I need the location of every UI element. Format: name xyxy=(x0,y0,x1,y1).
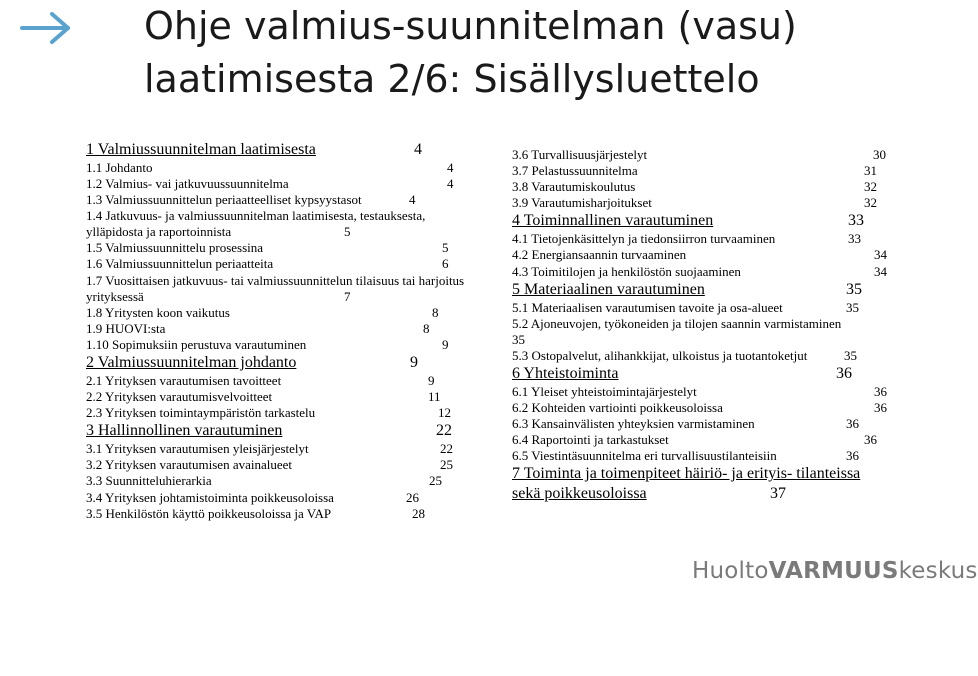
toc-entry-page: 32 xyxy=(864,179,877,195)
toc-entry-text: 3 Hallinnollinen varautuminen xyxy=(86,422,283,440)
toc-entry-text: 5.2 Ajoneuvojen, työkoneiden ja tilojen saannin varmistaminen xyxy=(512,315,842,331)
toc-entry-text: 5 Materiaalinen varautuminen xyxy=(512,280,705,298)
toc-entry-text: 1.4 Jatkuvuus- ja valmiussuunnitelman laatimisesta, testauksesta, ylläpidosta ja raportoinnista xyxy=(86,208,426,240)
toc-entry-page: 32 xyxy=(864,195,877,211)
toc-entry-page: 26 xyxy=(406,489,419,505)
toc-entry[interactable] xyxy=(512,147,892,163)
toc-entry-page: 4 xyxy=(447,160,454,175)
toc-entry-page: 33 xyxy=(848,231,861,247)
toc-entry-page: 22 xyxy=(436,422,452,440)
toc-entry[interactable] xyxy=(512,448,892,464)
toc-entry[interactable] xyxy=(86,273,466,305)
toc-entry[interactable] xyxy=(512,416,892,432)
toc-entry[interactable] xyxy=(86,160,466,176)
toc-entry[interactable] xyxy=(512,384,892,400)
logo-bold: VARMUUS xyxy=(768,558,899,584)
toc-entry-text: 4.2 Energiansaannin turvaaminen xyxy=(512,247,687,263)
toc-entry[interactable] xyxy=(86,140,466,160)
page-title xyxy=(144,0,944,106)
toc-entry-text: 1.5 Valmiussuunnittelu prosessina xyxy=(86,240,264,256)
toc-entry[interactable] xyxy=(86,321,466,337)
toc-entry[interactable] xyxy=(86,256,466,272)
toc-entry-page: 8 xyxy=(423,320,430,336)
toc-entry[interactable] xyxy=(512,315,880,347)
toc-entry[interactable] xyxy=(86,240,466,256)
toc-right-column xyxy=(512,147,892,504)
toc-entry-text: 1 Valmiussuunnitelman laatimisesta xyxy=(86,141,316,158)
toc-entry[interactable] xyxy=(512,280,892,300)
toc-entry-text: 4.1 Tietojenkäsittelyn ja tiedonsiirron turvaaminen xyxy=(512,231,776,247)
toc-entry-text: 3.3 Suunnitteluhierarkia xyxy=(86,473,212,489)
toc-entry-page: 28 xyxy=(412,505,425,521)
toc-entry[interactable] xyxy=(86,373,466,389)
title-line-2: laatimisesta 2/6: Sisällysluettelo xyxy=(144,57,760,101)
toc-entry[interactable] xyxy=(86,473,466,489)
toc-entry-text: 3.1 Yrityksen varautumisen yleisjärjestelyt xyxy=(86,441,309,457)
toc-entry-text: 3.8 Varautumiskoulutus xyxy=(512,179,636,195)
toc-entry-page: 31 xyxy=(864,163,877,179)
toc-entry-page: 5 xyxy=(442,240,449,256)
toc-entry-page: 35 xyxy=(846,299,859,315)
toc-entry-page: 36 xyxy=(874,399,887,415)
toc-entry-text: 1.2 Valmius- vai jatkuvuussuunnitelma xyxy=(86,176,289,192)
toc-entry-text: 1.3 Valmiussuunnittelun periaatteelliset kypsyystasot xyxy=(86,192,362,208)
toc-entry-text: 6 Yhteistoiminta xyxy=(512,364,619,382)
toc-entry-page: 11 xyxy=(428,389,441,405)
toc-entry[interactable] xyxy=(86,176,466,192)
toc-entry-text: 1.8 Yritysten koon vaikutus xyxy=(86,304,230,320)
toc-entry-text: 1.10 Sopimuksiin perustuva varautuminen xyxy=(86,336,307,352)
toc-entry-page: 25 xyxy=(440,457,453,473)
toc-entry-page: 25 xyxy=(429,473,442,489)
toc-entry-page: 4 xyxy=(447,176,454,192)
logo-prefix: Huolto xyxy=(692,558,769,584)
toc-entry[interactable] xyxy=(512,348,892,364)
toc-left-column xyxy=(86,140,466,522)
toc-entry-page: 9 xyxy=(442,336,449,352)
logo-suffix: keskus xyxy=(898,558,978,584)
toc-entry-page: 8 xyxy=(432,304,439,320)
toc-entry-text: 4.3 Toimitilojen ja henkilöstön suojaaminen xyxy=(512,263,741,279)
toc-entry[interactable] xyxy=(86,421,466,441)
toc-entry[interactable] xyxy=(512,432,892,448)
toc-entry-page: 33 xyxy=(848,212,864,230)
toc-entry-page: 12 xyxy=(438,405,451,421)
huoltovarmuuskeskus-logo xyxy=(692,558,978,584)
toc-entry-text: 3.7 Pelastussuunnitelma xyxy=(512,163,638,179)
toc-entry[interactable] xyxy=(512,211,892,231)
toc-entry[interactable] xyxy=(86,192,466,208)
toc-entry-text: 1.7 Vuosittaisen jatkuvuus- tai valmiussuunnittelun tilaisuus tai harjoitus yrityksessä xyxy=(86,272,465,304)
toc-entry-text: 3.5 Henkilöstön käyttö poikkeusoloissa ja VAP xyxy=(86,505,332,521)
toc-entry-page: 36 xyxy=(846,416,859,432)
toc-entry-text: 1.9 HUOVI:sta xyxy=(86,320,166,336)
toc-entry[interactable] xyxy=(86,506,466,522)
toc-entry[interactable] xyxy=(86,337,466,353)
toc-entry[interactable] xyxy=(512,400,892,416)
toc-entry[interactable] xyxy=(512,195,892,211)
toc-entry-text: 6.4 Raportointi ja tarkastukset xyxy=(512,432,669,448)
toc-entry[interactable] xyxy=(86,457,466,473)
toc-entry-text: 5.1 Materiaalisen varautumisen tavoite ja osa-alueet xyxy=(512,299,783,315)
toc-entry-page: 5 xyxy=(344,224,351,240)
toc-entry-text: 4 Toiminnallinen varautuminen xyxy=(512,212,714,230)
toc-entry-text: 3.2 Yrityksen varautumisen avainalueet xyxy=(86,457,293,473)
toc-entry[interactable] xyxy=(86,353,466,373)
toc-entry-text: 6.3 Kansainvälisten yhteyksien varmistaminen xyxy=(512,416,755,432)
toc-entry[interactable] xyxy=(86,441,466,457)
toc-entry-page: 36 xyxy=(874,383,887,399)
toc-entry-page: 9 xyxy=(410,353,418,371)
toc-entry-text: 3.9 Varautumisharjoitukset xyxy=(512,195,652,211)
toc-entry[interactable] xyxy=(86,389,466,405)
toc-entry[interactable] xyxy=(512,364,892,384)
toc-entry-page: 22 xyxy=(440,441,453,457)
toc-entry[interactable] xyxy=(86,490,466,506)
toc-entry-page: 34 xyxy=(874,263,887,279)
toc-entry[interactable] xyxy=(512,231,892,247)
toc-entry-page: 6 xyxy=(442,256,449,272)
toc-entry-page: 4 xyxy=(414,141,422,158)
toc-entry-page: 36 xyxy=(864,432,877,448)
toc-entry-text: 2.3 Yrityksen toimintaympäristön tarkastelu xyxy=(86,405,316,421)
toc-entry-page: 35 xyxy=(844,347,857,363)
toc-entry-page: 34 xyxy=(874,247,887,263)
toc-entry-text: 1.1 Johdanto xyxy=(86,160,153,175)
toc-entry-page: 35 xyxy=(846,280,862,298)
toc-entry-text: 3.4 Yrityksen johtamistoiminta poikkeusoloissa xyxy=(86,489,334,505)
toc-entry-text: 6.5 Viestintäsuunnitelma eri turvallisuustilanteisiin xyxy=(512,448,777,464)
toc-entry-text: 2.1 Yrityksen varautumisen tavoitteet xyxy=(86,372,282,388)
toc-entry-page: 36 xyxy=(846,448,859,464)
toc-entry-page: 30 xyxy=(873,147,886,162)
toc-entry[interactable] xyxy=(86,305,466,321)
toc-entry[interactable] xyxy=(512,464,882,504)
toc-entry-text: 6.1 Yleiset yhteistoimintajärjestelyt xyxy=(512,383,697,399)
toc-entry-text: 5.3 Ostopalvelut, alihankkijat, ulkoistus ja tuotantoketjut xyxy=(512,347,808,363)
toc-entry-text: 2 Valmiussuunnitelman johdanto xyxy=(86,353,297,371)
toc-entry-page: 37 xyxy=(770,485,786,503)
toc-entry-text: 2.2 Yrityksen varautumisvelvoitteet xyxy=(86,389,273,405)
arrow-right-icon xyxy=(18,10,74,46)
toc-entry[interactable] xyxy=(512,163,892,179)
toc-entry[interactable] xyxy=(512,179,892,195)
toc-entry-text: 1.6 Valmiussuunnittelun periaatteita xyxy=(86,256,274,272)
toc-entry-text: 7 Toiminta ja toimenpiteet häiriö- ja erityis- tilanteissa sekä poikkeusoloissa xyxy=(512,465,861,503)
toc-entry-page: 36 xyxy=(836,364,852,382)
toc-entry-page: 9 xyxy=(428,372,435,388)
toc-entry[interactable] xyxy=(512,247,892,263)
title-line-1: Ohje valmius-suunnitelman (vasu) xyxy=(144,4,797,48)
toc-entry-text: 3.6 Turvallisuusjärjestelyt xyxy=(512,147,648,162)
toc-entry-page: 4 xyxy=(409,192,416,208)
toc-entry[interactable] xyxy=(512,300,892,316)
toc-entry-page: 7 xyxy=(344,288,351,304)
toc-entry-text: 6.2 Kohteiden vartiointi poikkeusoloissa xyxy=(512,399,723,415)
toc-entry-page: 35 xyxy=(512,331,525,347)
toc-entry[interactable] xyxy=(86,208,466,240)
toc-entry[interactable] xyxy=(512,264,892,280)
toc-entry[interactable] xyxy=(86,405,466,421)
